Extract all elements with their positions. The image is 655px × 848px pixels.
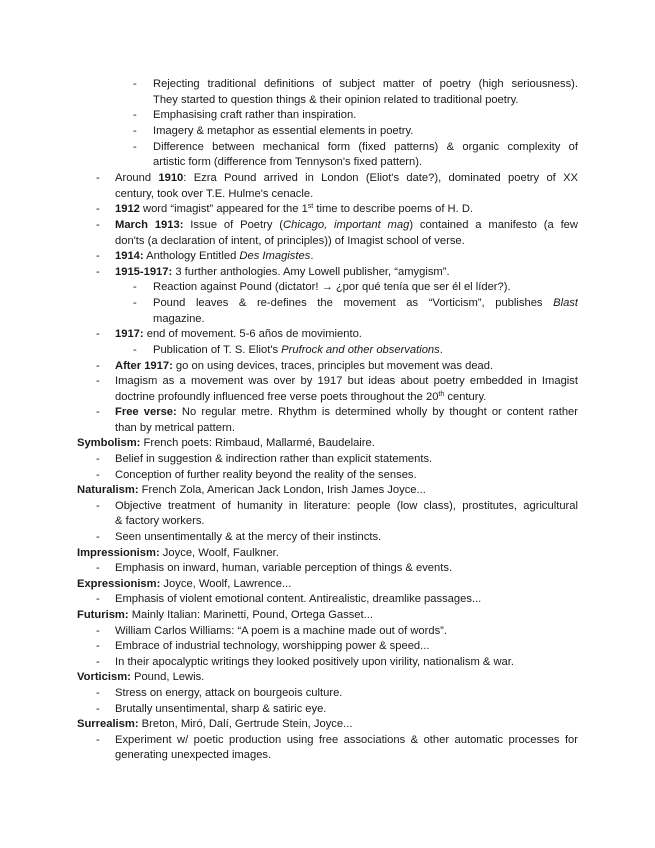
bullet-dash: - bbox=[96, 328, 100, 340]
list-item bbox=[0, 248, 655, 264]
item-text: Reaction against Pound (dictator! → ¿por qué tenía que ser él el líder?). bbox=[153, 281, 511, 293]
bullet-dash: - bbox=[96, 375, 100, 387]
bullet-dash: - bbox=[96, 360, 100, 372]
list-item bbox=[0, 123, 655, 139]
bullet-dash: - bbox=[96, 531, 100, 543]
item-text: century, took over T.E. Hulme's cenacle. bbox=[115, 188, 314, 200]
bullet-dash: - bbox=[96, 593, 100, 605]
bullet-dash: - bbox=[96, 734, 100, 746]
item-text: Brutally unsentimental, sharp & satiric eye. bbox=[115, 703, 327, 715]
item-text: Emphasis on inward, human, variable perception of things & events. bbox=[115, 562, 453, 574]
bullet-dash: - bbox=[96, 203, 100, 215]
item-text: & factory workers. bbox=[115, 515, 205, 527]
bullet-dash: - bbox=[133, 78, 137, 90]
item-text: Free verse: No regular metre. Rhythm is determined wholly by thought or content rather bbox=[115, 406, 578, 418]
list-item bbox=[0, 451, 655, 467]
item-text: Emphasising craft rather than inspiration. bbox=[153, 109, 357, 121]
list-item bbox=[0, 342, 655, 358]
item-text: Imagery & metaphor as essential elements in poetry. bbox=[153, 125, 414, 137]
bullet-dash: - bbox=[133, 109, 137, 121]
item-text: March 1913: Issue of Poetry (Chicago, important mag) contained a manifesto (a few bbox=[115, 219, 578, 231]
list-item bbox=[0, 529, 655, 545]
item-text: In their apocalyptic writings they looked positively upon virility, nationalism & war. bbox=[115, 656, 514, 668]
list-item bbox=[0, 373, 655, 389]
bullet-dash: - bbox=[133, 344, 137, 356]
bullet-dash: - bbox=[96, 250, 100, 262]
list-item bbox=[0, 326, 655, 342]
bullet-dash: - bbox=[96, 625, 100, 637]
item-text: Conception of further reality beyond the reality of the senses. bbox=[115, 469, 417, 481]
section-heading: Naturalism: French Zola, American Jack London, Irish James Joyce... bbox=[77, 484, 426, 496]
list-item bbox=[0, 654, 655, 670]
list-item bbox=[0, 139, 655, 155]
item-text: Emphasis of violent emotional content. Antirealistic, dreamlike passages... bbox=[115, 593, 482, 605]
item-text: don'ts (a declaration of intent, of principles)) of Imagist school of verse. bbox=[115, 235, 465, 247]
bullet-dash: - bbox=[133, 281, 137, 293]
list-item-continuation bbox=[0, 311, 655, 327]
bullet-dash: - bbox=[96, 453, 100, 465]
section-heading: Futurism: Mainly Italian: Marinetti, Pound, Ortega Gasset... bbox=[77, 609, 373, 621]
list-item-continuation bbox=[0, 92, 655, 108]
bullet-dash: - bbox=[96, 406, 100, 418]
section-heading: Symbolism: French poets: Rimbaud, Mallarmé, Baudelaire. bbox=[77, 437, 375, 449]
item-text: After 1917: go on using devices, traces, principles but movement was dead. bbox=[115, 360, 494, 372]
list-item bbox=[0, 358, 655, 374]
list-item bbox=[0, 732, 655, 748]
item-text: artistic form (difference from Tennyson's fixed pattern). bbox=[153, 156, 423, 168]
list-item bbox=[0, 467, 655, 483]
item-text: Difference between mechanical form (fixed patterns) & organic complexity of bbox=[153, 141, 578, 153]
bullet-dash: - bbox=[133, 125, 137, 137]
bullet-dash: - bbox=[133, 297, 137, 309]
item-text: generating unexpected images. bbox=[115, 749, 272, 761]
list-item bbox=[0, 701, 655, 717]
list-item bbox=[0, 560, 655, 576]
item-text: Pound leaves & re-defines the movement as “Vorticism”, publishes Blast bbox=[153, 297, 578, 309]
item-text: 1914: Anthology Entitled Des Imagistes. bbox=[115, 250, 314, 262]
list-item bbox=[0, 170, 655, 186]
bullet-dash: - bbox=[96, 656, 100, 668]
item-text: Rejecting traditional definitions of subject matter of poetry (high seriousness). bbox=[153, 78, 578, 90]
bullet-dash: - bbox=[96, 469, 100, 481]
item-text: Objective treatment of humanity in literature: people (low class), prostitutes, agricultural bbox=[115, 500, 578, 512]
section-heading: Vorticism: Pound, Lewis. bbox=[77, 671, 205, 683]
section-heading: Impressionism: Joyce, Woolf, Faulkner. bbox=[77, 547, 279, 559]
bullet-dash: - bbox=[96, 703, 100, 715]
bullet-dash: - bbox=[96, 687, 100, 699]
item-text: magazine. bbox=[153, 313, 205, 325]
bullet-dash: - bbox=[133, 141, 137, 153]
item-text: Around 1910: Ezra Pound arrived in London (Eliot's date?), dominated poetry of XX bbox=[115, 172, 578, 184]
bullet-dash: - bbox=[96, 500, 100, 512]
item-text: 1915-1917: 3 further anthologies. Amy Lowell publisher, “amygism”. bbox=[115, 266, 450, 278]
list-item-continuation bbox=[0, 186, 655, 202]
item-text: Stress on energy, attack on bourgeois culture. bbox=[115, 687, 343, 699]
item-text: Embrace of industrial technology, worshipping power & speed... bbox=[115, 640, 430, 652]
item-text: William Carlos Williams: “A poem is a machine made out of words”. bbox=[115, 625, 447, 637]
item-text: Seen unsentimentally & at the mercy of their instincts. bbox=[115, 531, 382, 543]
bullet-dash: - bbox=[96, 562, 100, 574]
item-text: 1917: end of movement. 5-6 años de movimiento. bbox=[115, 328, 362, 340]
list-item-continuation bbox=[0, 747, 655, 763]
list-item-continuation bbox=[0, 513, 655, 529]
section-heading: Expressionism: Joyce, Woolf, Lawrence... bbox=[77, 578, 292, 590]
list-item-continuation bbox=[0, 389, 655, 405]
list-item bbox=[0, 623, 655, 639]
item-text: Belief in suggestion & indirection rather than explicit statements. bbox=[115, 453, 433, 465]
bullet-dash: - bbox=[96, 219, 100, 231]
item-text: Experiment w/ poetic production using free associations & other automatic processes for bbox=[115, 734, 578, 746]
item-text: Publication of T. S. Eliot's Prufrock and other observations. bbox=[153, 344, 443, 356]
section-heading: Surrealism: Breton, Miró, Dalí, Gertrude Stein, Joyce... bbox=[77, 718, 353, 730]
item-text: doctrine profoundly influenced free verse poets throughout the 20th century. bbox=[115, 391, 487, 403]
list-item bbox=[0, 295, 655, 311]
list-item bbox=[0, 685, 655, 701]
list-item bbox=[0, 404, 655, 420]
bullet-dash: - bbox=[96, 266, 100, 278]
list-item-continuation bbox=[0, 420, 655, 436]
list-item bbox=[0, 638, 655, 654]
list-item bbox=[0, 217, 655, 233]
list-item bbox=[0, 76, 655, 92]
list-item-continuation bbox=[0, 154, 655, 170]
item-text: than by metrical pattern. bbox=[115, 422, 236, 434]
list-item bbox=[0, 498, 655, 514]
item-text: Imagism as a movement was over by 1917 but ideas about poetry embedded in Imagist bbox=[115, 375, 578, 387]
item-text: They started to question things & their opinion related to traditional poetry. bbox=[153, 94, 519, 106]
item-text: 1912 word “imagist” appeared for the 1st time to describe poems of H. D. bbox=[115, 203, 474, 215]
list-item bbox=[0, 201, 655, 217]
list-item bbox=[0, 591, 655, 607]
list-item-continuation bbox=[0, 233, 655, 249]
list-item bbox=[0, 264, 655, 280]
bullet-dash: - bbox=[96, 640, 100, 652]
list-item bbox=[0, 279, 655, 295]
list-item bbox=[0, 107, 655, 123]
bullet-dash: - bbox=[96, 172, 100, 184]
